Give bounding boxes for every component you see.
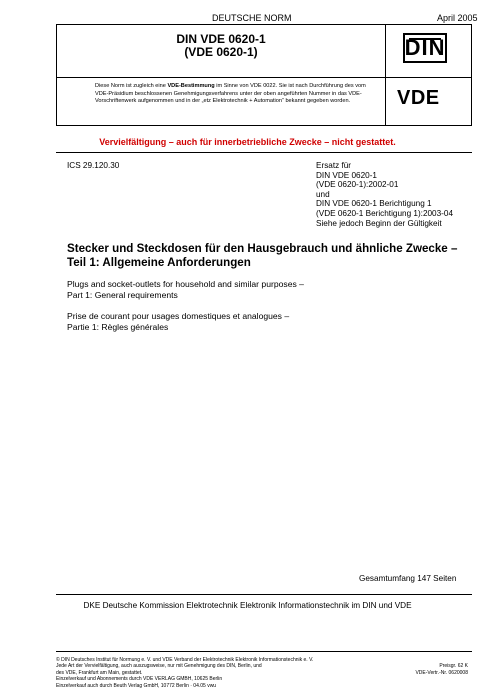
title-french-line: Prise de courant pour usages domestiques et analogues –	[67, 311, 290, 321]
footer-line: © DIN Deutsches Institut für Normung e. V. und VDE Verband der Elektrotechnik Elektronik Informationstechnik e. V.	[56, 657, 314, 663]
replacement-line: und	[316, 189, 330, 199]
standard-classification: (VDE 0620-1)	[184, 45, 258, 59]
footer-copyright	[56, 657, 376, 689]
reproduction-warning: Vervielfältigung – auch für innerbetriebliche Zwecke – nicht gestattet.	[99, 137, 396, 147]
standard-number-block	[57, 33, 385, 59]
din-logo	[403, 33, 447, 63]
title-german-line: Stecker und Steckdosen für den Hausgebrauch und ähnliche Zwecke –	[67, 242, 458, 255]
header-box-divider-vertical	[385, 25, 386, 125]
publication-date: April 2005	[437, 13, 478, 23]
total-pages: Gesamtumfang 147 Seiten	[359, 574, 457, 583]
vde-notice-bold: VDE-Bestimmung	[167, 83, 215, 89]
footer-price	[388, 657, 468, 676]
footer-line: Einzelverkauf und Abonnements durch VDE VERLAG GMBH, 10625 Berlin	[56, 676, 223, 683]
replacement-line: DIN VDE 0620-1	[316, 170, 377, 180]
vde-notice	[95, 83, 379, 106]
vde-order-number: VDE-Vertr.-Nr. 0620008	[415, 669, 468, 676]
document-type-label: DEUTSCHE NORM	[212, 13, 292, 23]
dke-line: DKE Deutsche Kommission Elektrotechnik Elektronik Informationstechnik im DIN und VDE	[83, 601, 412, 610]
vde-notice-rest: im Sinne von VDE 0022. Sie ist nach Durchführung des vom VDE-Präsidium beschlossenen Genehmigungsverfahrens unter der oben angeführten Nummer in das VDE-Vorschriftenwerk aufgenommen und in der „etz Elektrotechnik + Automation“ bekannt gegeben worden.	[95, 83, 366, 105]
separator-rule	[56, 651, 472, 652]
title-english-line: Part 1: General requirements	[67, 290, 178, 300]
price-group: Preisgr. 62 K	[439, 663, 468, 670]
title-german-line: Teil 1: Allgemeine Anforderungen	[67, 256, 251, 269]
title-english-line: Plugs and socket-outlets for household and similar purposes –	[67, 279, 304, 289]
title-french	[67, 311, 467, 333]
ics-code: ICS 29.120.30	[67, 161, 120, 170]
footer-line: Einzelverkauf auch durch Beuth Verlag GmbH, 10772 Berlin · 04.05 vwu	[56, 682, 217, 689]
replacement-line: Siehe jedoch Beginn der Gültigkeit	[316, 218, 442, 228]
footer-line: Jede Art der Vervielfältigung, auch auszugsweise, nur mit Genehmigung des DIN, Berlin, und	[56, 663, 262, 670]
replacement-line: Ersatz für	[316, 161, 352, 170]
din-logo-bar	[409, 38, 441, 40]
vde-notice-prefix: Diese Norm ist zugleich eine	[95, 83, 168, 89]
footer-line: des VDE, Frankfurt am Main, gestattet.	[56, 669, 143, 676]
replacement-line: (VDE 0620-1):2002-01	[316, 180, 399, 190]
separator-rule	[56, 594, 472, 595]
title-german	[67, 242, 467, 270]
header-box	[56, 24, 472, 126]
vde-logo: VDE	[397, 87, 440, 109]
title-french-line: Partie 1: Règles générales	[67, 322, 169, 332]
standard-number: DIN VDE 0620-1	[176, 32, 266, 46]
din-logo-text: DIN	[404, 35, 446, 60]
replacement-info	[316, 161, 453, 228]
header-box-divider-horizontal	[57, 77, 471, 78]
replacement-line: DIN VDE 0620-1 Berichtigung 1	[316, 199, 432, 209]
separator-rule	[56, 152, 472, 153]
title-english	[67, 279, 467, 301]
replacement-line: (VDE 0620-1 Berichtigung 1):2003-04	[316, 208, 453, 218]
